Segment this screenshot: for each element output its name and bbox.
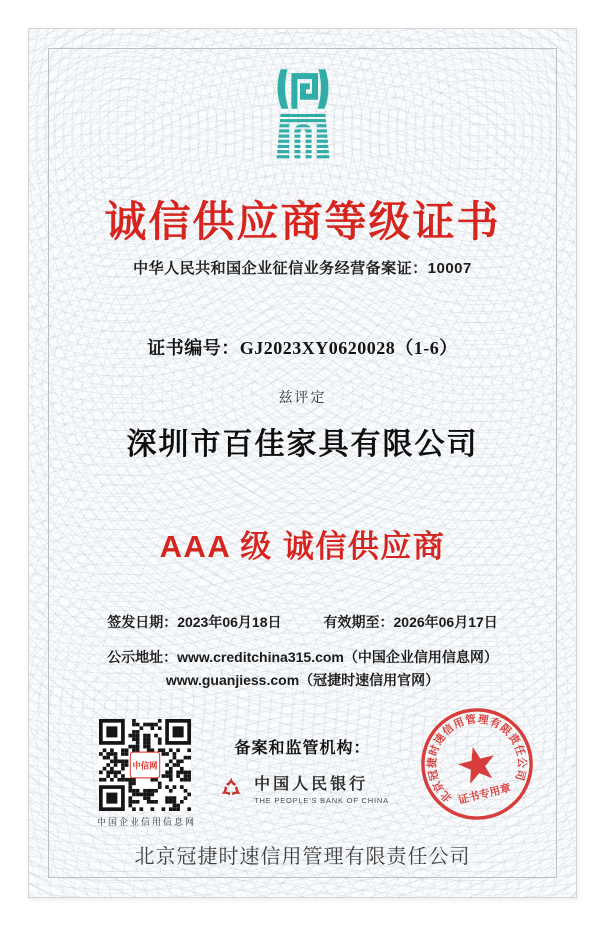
issue-date: 签发日期：2023年06月18日 [107,614,282,630]
publicity-line-2: www.guanjiess.com（冠捷时速信用官网） [165,672,440,688]
certificate-number: 证书编号：GJ2023XY0620028（1-6） [147,338,458,358]
qr-center-logo-text: 中信网 [132,761,158,771]
pbc-name-cn: 中国人民银行 [254,776,369,793]
publicity-line-1: 公示地址：www.creditchina315.com（中国企业信用信息网） [107,649,498,665]
regulator-label: 备案和监管机构： [234,740,371,757]
filing-record-number: 中华人民共和国企业征信业务经营备案证：10007 [133,260,472,277]
pbc-emblem-icon [216,772,245,804]
seal-subtitle-text: 证书专用章 [456,782,513,807]
pbc-names [254,771,389,805]
grade-line: AAA 级 诚信供应商 [159,529,446,564]
hereby-label: 兹评定 [278,391,327,406]
company-seal [418,705,536,823]
seal-star-icon [455,742,499,785]
valid-until-date: 有效期至：2026年06月17日 [323,614,498,630]
qr-code-icon [99,719,191,811]
date-row [29,612,576,632]
publicity-address [29,646,576,692]
pbc-name-en: THE PEOPLE'S BANK OF CHINA [254,796,389,805]
seal-company-text: 北京冠捷时速信用管理有限责任公司 [426,713,528,805]
qr-caption: 中国企业信用信息网 [97,817,197,827]
certificate-title: 诚信供应商等级证书 [104,198,501,245]
company-name: 深圳市百佳家具有限公司 [126,428,479,461]
brand-logo-icon [260,69,346,164]
certificate-page [28,28,577,898]
issuer-name: 北京冠捷时速信用管理有限责任公司 [134,846,471,868]
pbc-logo [216,771,389,805]
